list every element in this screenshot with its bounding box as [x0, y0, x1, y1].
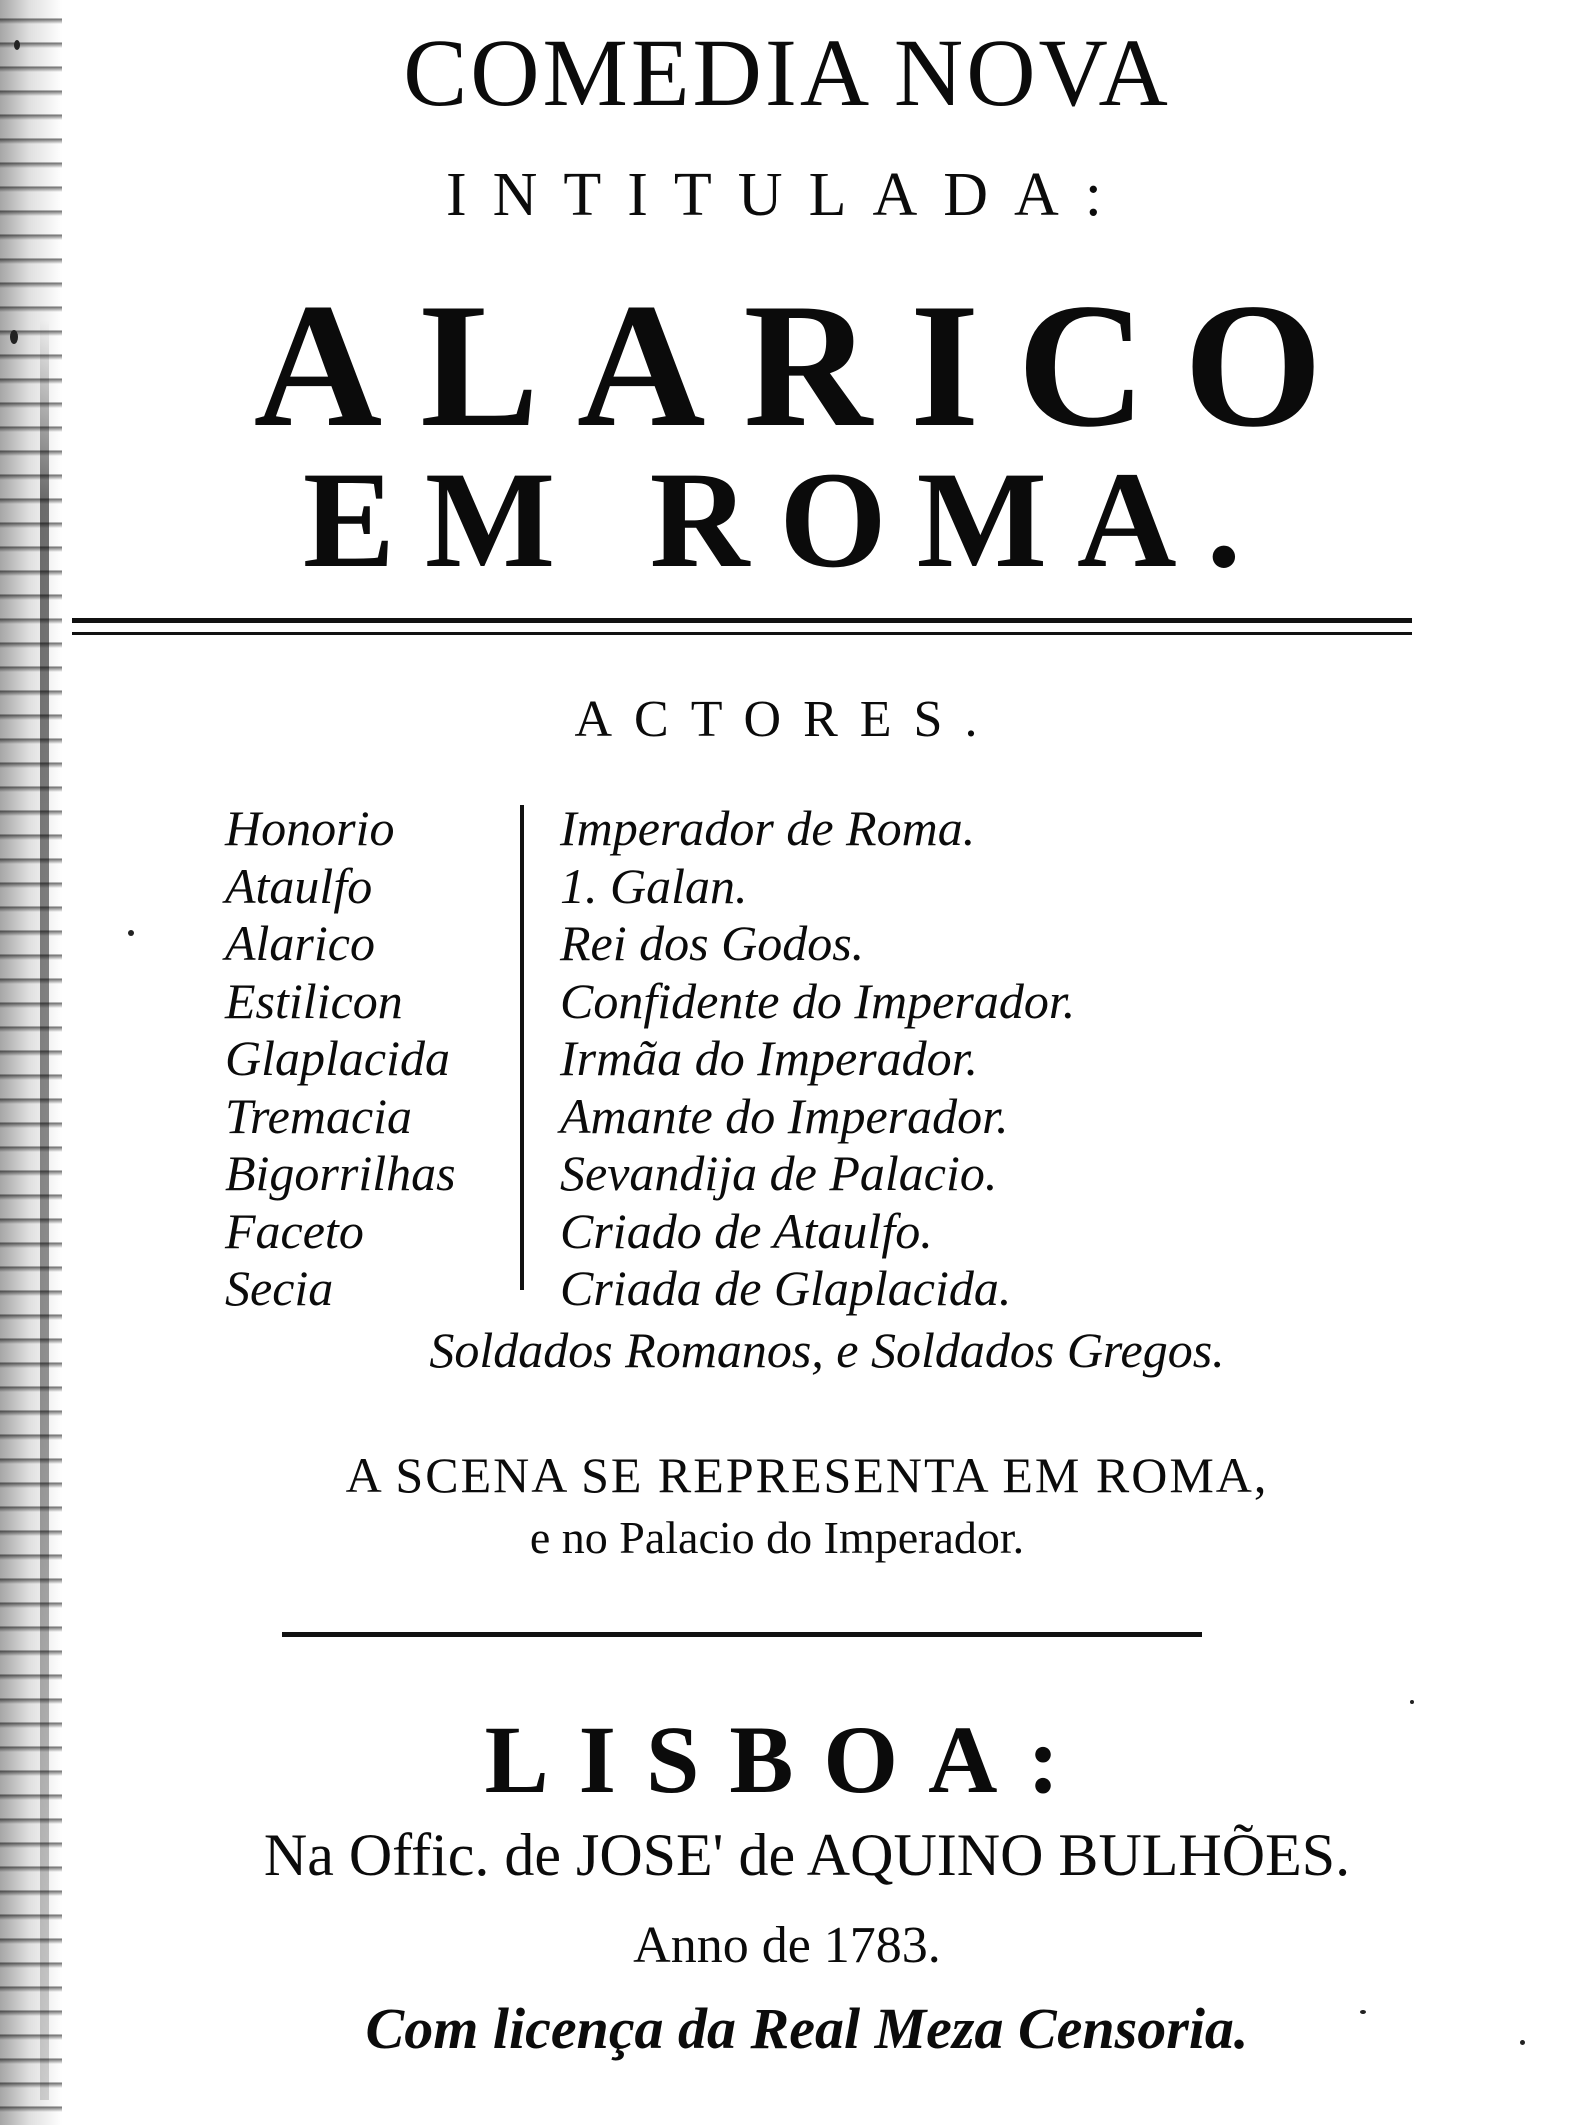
scan-speck [128, 930, 134, 936]
cast-name: Alarico [225, 915, 375, 971]
cast-name: Glaplacida [225, 1030, 450, 1086]
double-rule-bottom [72, 632, 1412, 635]
cast-name: Secia [225, 1260, 334, 1316]
cast-role: 1. Galan. [560, 857, 748, 914]
cast-name: Tremacia [225, 1087, 413, 1144]
soldiers-line: Soldados Romanos, e Soldados Gregos. [429, 1322, 1225, 1378]
scan-speck [1520, 2040, 1525, 2045]
cast-role: Criado de Ataulfo. [560, 1202, 933, 1259]
cast-name: Honorio [225, 800, 395, 856]
cast-role: Criada de Glaplacida. [560, 1260, 1012, 1316]
cast-name: Estilicon [225, 972, 403, 1029]
actores-heading: ACTORES. [574, 691, 1000, 748]
scan-speck [14, 40, 20, 50]
imprint-license: Com licença da Real Meza Censoria. [365, 1996, 1249, 2061]
imprint-year: Anno de 1783. [633, 1917, 941, 1974]
cast-role: Imperador de Roma. [560, 800, 976, 856]
title-alarico: ALARICO [253, 266, 1361, 464]
scena-line-2: e no Palacio do Imperador. [529, 1512, 1025, 1563]
cast-role: Irmãa do Imperador. [560, 1030, 979, 1086]
scena-line-1: A SCENA SE REPRESENTA EM ROMA, [345, 1447, 1269, 1503]
double-rule-top [72, 618, 1412, 623]
cast-names-column [225, 800, 515, 1318]
scan-speck [1410, 1700, 1414, 1704]
cast-name: Bigorrilhas [225, 1145, 456, 1201]
imprint-city: LISBOA: [484, 1706, 1090, 1813]
scan-speck [1360, 2010, 1366, 2014]
cast-name: Faceto [225, 1202, 364, 1259]
cast-role: Sevandija de Palacio. [560, 1145, 998, 1201]
cast-name: Ataulfo [225, 857, 373, 914]
title-intitulada: INTITULADA: [445, 161, 1128, 229]
imprint-office: Na Offic. de JOSE' de AQUINO BULHÕES. [263, 1822, 1351, 1888]
scan-speck [10, 330, 18, 344]
title-em-roma: EM ROMA. [302, 443, 1272, 596]
separator-rule [282, 1632, 1202, 1637]
cast-role: Amante do Imperador. [560, 1087, 1009, 1144]
cast-column-divider [520, 805, 524, 1290]
cast-role: Confidente do Imperador. [560, 972, 1076, 1029]
title-comedia-nova: COMEDIA NOVA [403, 19, 1171, 126]
cast-roles-column [560, 800, 1260, 1318]
cast-role: Rei dos Godos. [560, 915, 865, 971]
